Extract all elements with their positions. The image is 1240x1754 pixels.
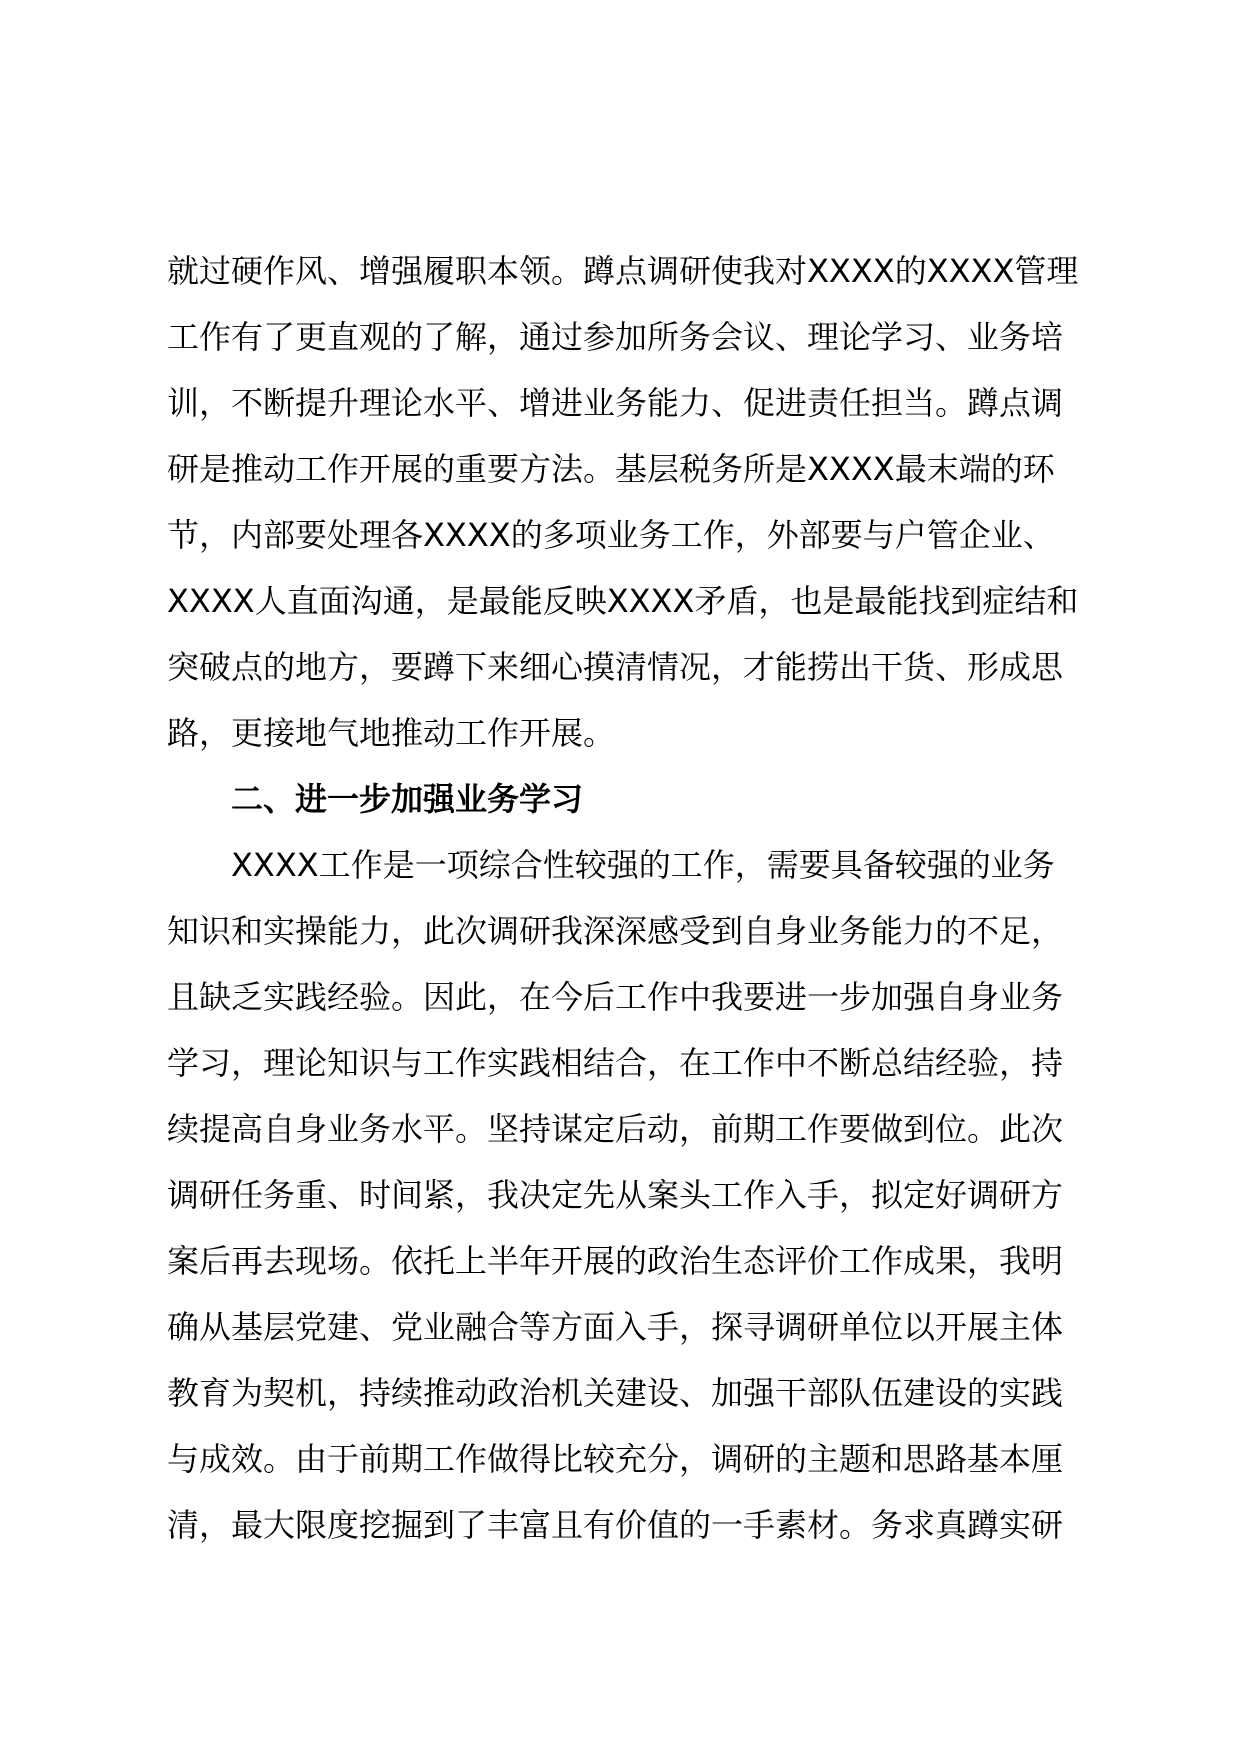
text-line: 研是推动工作开展的重要方法。基层税务所是XXXX最末端的环 bbox=[167, 450, 1055, 488]
text-line: XXXX人直面沟通，是最能反映XXXX矛盾，也是最能找到症结和 bbox=[167, 582, 1079, 620]
text-line: 教育为契机，持续推动政治机关建设、加强干部队伍建设的实践 bbox=[167, 1374, 1064, 1412]
text-line: 工作有了更直观的了解，通过参加所务会议、理论学习、业务培 bbox=[167, 318, 1064, 356]
text-line: 就过硬作风、增强履职本领。蹲点调研使我对XXXX的XXXX管理 bbox=[167, 252, 1079, 290]
text-line: 知识和实操能力，此次调研我深深感受到自身业务能力的不足， bbox=[167, 912, 1064, 950]
text-line: 学习，理论知识与工作实践相结合，在工作中不断总结经验，持 bbox=[167, 1044, 1064, 1082]
text-line: 与成效。由于前期工作做得比较充分，调研的主题和思路基本厘 bbox=[167, 1440, 1064, 1478]
text-line: 训，不断提升理论水平、增进业务能力、促进责任担当。蹲点调 bbox=[167, 384, 1064, 422]
text-line: 案后再去现场。依托上半年开展的政治生态评价工作成果，我明 bbox=[167, 1242, 1064, 1280]
text-line: 清，最大限度挖掘到了丰富且有价值的一手素材。务求真蹲实研 bbox=[167, 1506, 1064, 1544]
text-line: 确从基层党建、党业融合等方面入手，探寻调研单位以开展主体 bbox=[167, 1308, 1064, 1346]
text-line: XXXX工作是一项综合性较强的工作，需要具备较强的业务 bbox=[231, 846, 1055, 884]
paragraph-2 bbox=[167, 832, 1127, 1558]
text-line: 突破点的地方，要蹲下来细心摸清情况，才能捞出干货、形成思 bbox=[167, 648, 1064, 686]
text-line: 节，内部要处理各XXXX的多项业务工作，外部要与户管企业、 bbox=[167, 516, 1055, 554]
section-heading: 二、进一步加强业务学习 bbox=[231, 780, 584, 818]
text-line: 续提高自身业务水平。坚持谋定后动，前期工作要做到位。此次 bbox=[167, 1110, 1064, 1148]
text-line: 且缺乏实践经验。因此，在今后工作中我要进一步加强自身业务 bbox=[167, 978, 1064, 1016]
text-line: 调研任务重、时间紧，我决定先从案头工作入手，拟定好调研方 bbox=[167, 1176, 1064, 1214]
paragraph-1 bbox=[167, 238, 1127, 766]
text-line: 路，更接地气地推动工作开展。 bbox=[167, 714, 616, 752]
document-body bbox=[167, 238, 1127, 1558]
